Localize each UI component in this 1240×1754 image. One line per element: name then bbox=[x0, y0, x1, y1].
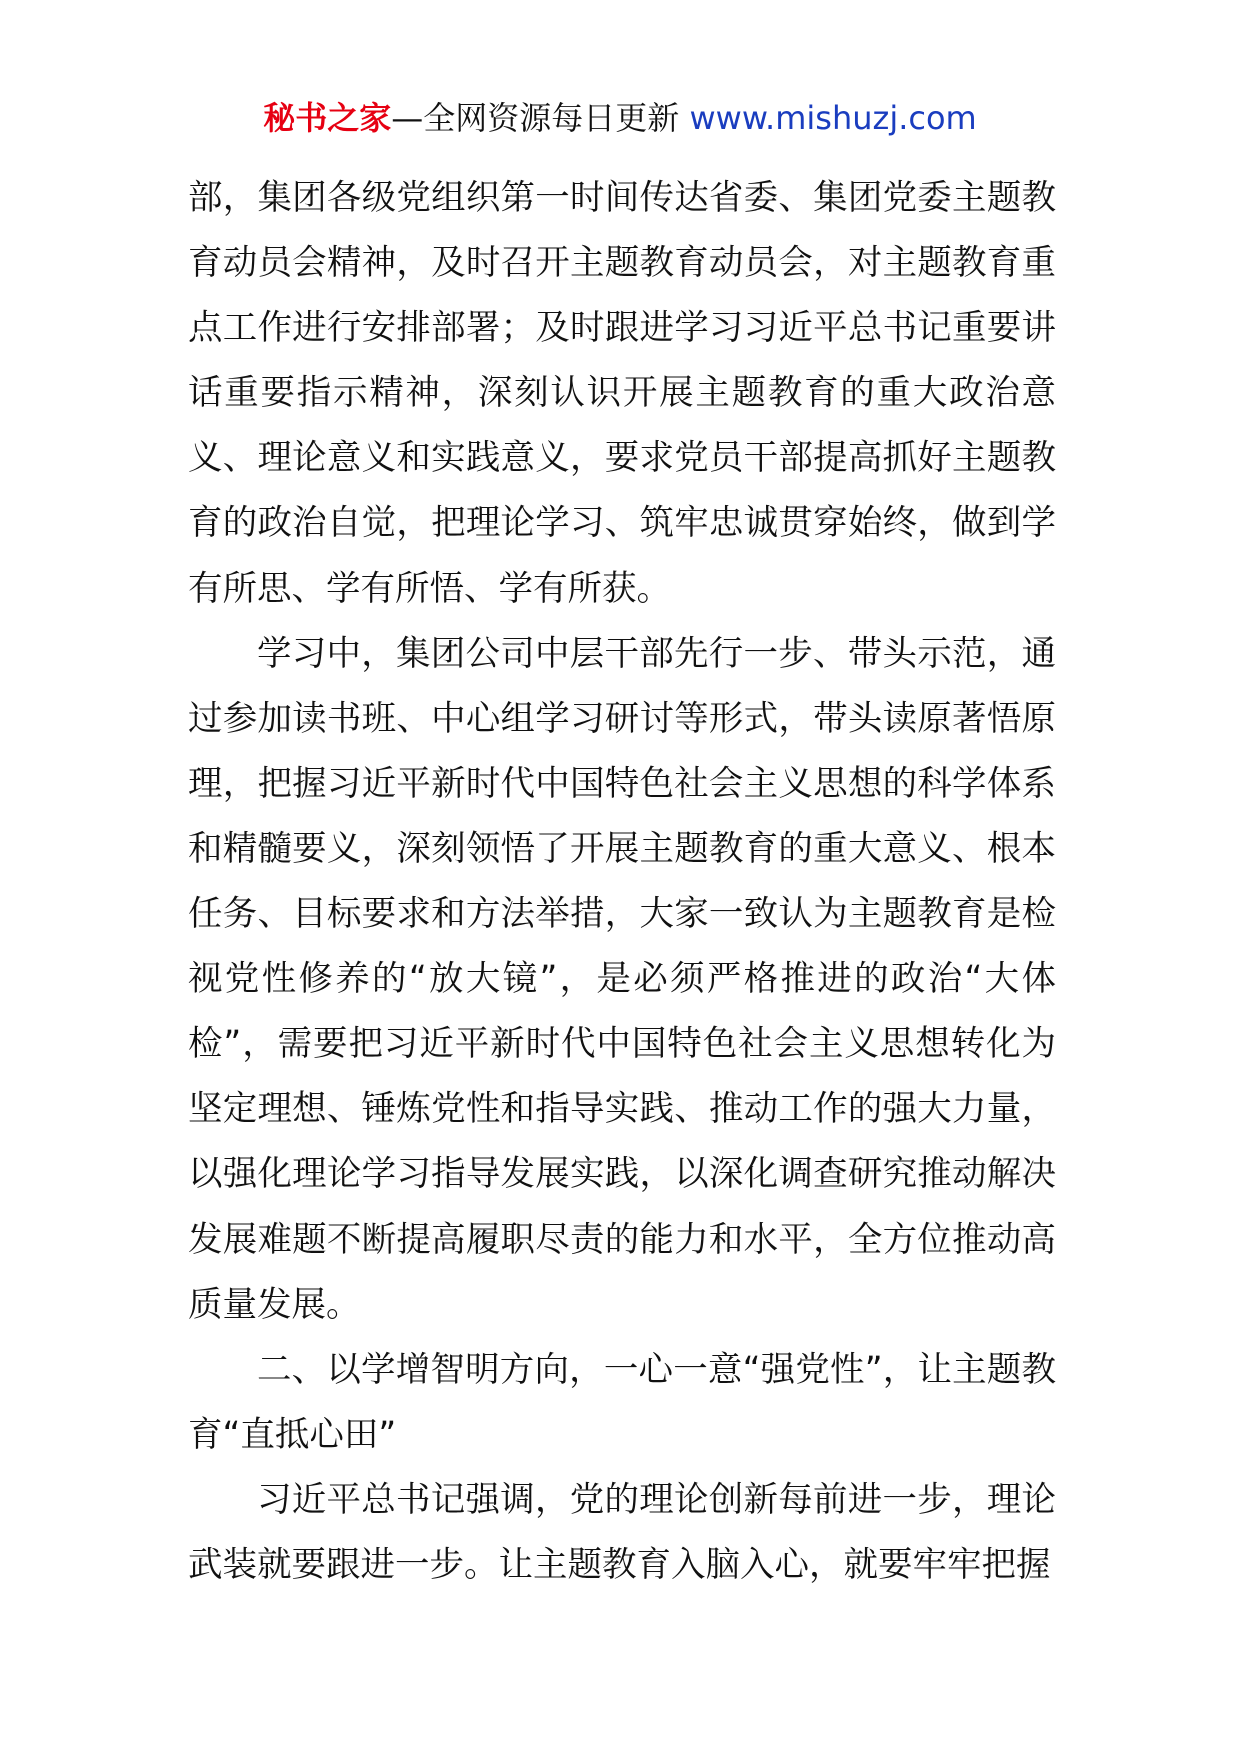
section-heading: 二、以学增智明方向，一心一意“强党性”，让主题教育“直抵心田” bbox=[188, 1349, 1056, 1455]
header-tagline: —全网资源每日更新 bbox=[391, 99, 680, 137]
site-header bbox=[0, 96, 1240, 140]
paragraph-study: 学习中，集团公司中层干部先行一步、带头示范，通过参加读书班、中心组学习研讨等形式，带头读原著悟原理，把握习近平新时代中国特色社会主义思想的科学体系和精髓要义，深刻领悟了开展主题教育的重大意义、根本任务、目标要求和方法举措，大家一致认为主题教育是检视党性修养的“放大镜”，是必须严格推进的政治“大体检”，需要把习近平新时代中国特色社会主义思想转化为坚定理想、锤炼党性和指导实践、推动工作的强大力量，以强化理论学习指导发展实践，以深化调查研究推动解决发展难题不断提高履职尽责的能力和水平，全方位推动高质量发展。 bbox=[188, 633, 1056, 1325]
brand-name: 秘书之家 bbox=[263, 99, 392, 137]
paragraph-theory: 习近平总书记强调，党的理论创新每前进一步，理论武装就要跟进一步。让主题教育入脑入心，就要牢牢把握 bbox=[188, 1479, 1056, 1585]
document-body bbox=[188, 166, 1056, 1598]
site-url-link[interactable]: www.mishuzj.com bbox=[689, 99, 977, 137]
paragraph-continued: 部，集团各级党组织第一时间传达省委、集团党委主题教育动员会精神，及时召开主题教育动员会，对主题教育重点工作进行安排部署；及时跟进学习习近平总书记重要讲话重要指示精神，深刻认识开展主题教育的重大政治意义、理论意义和实践意义，要求党员干部提高抓好主题教育的政治自觉，把理论学习、筑牢忠诚贯穿始终，做到学有所思、学有所悟、学有所获。 bbox=[188, 178, 1056, 609]
